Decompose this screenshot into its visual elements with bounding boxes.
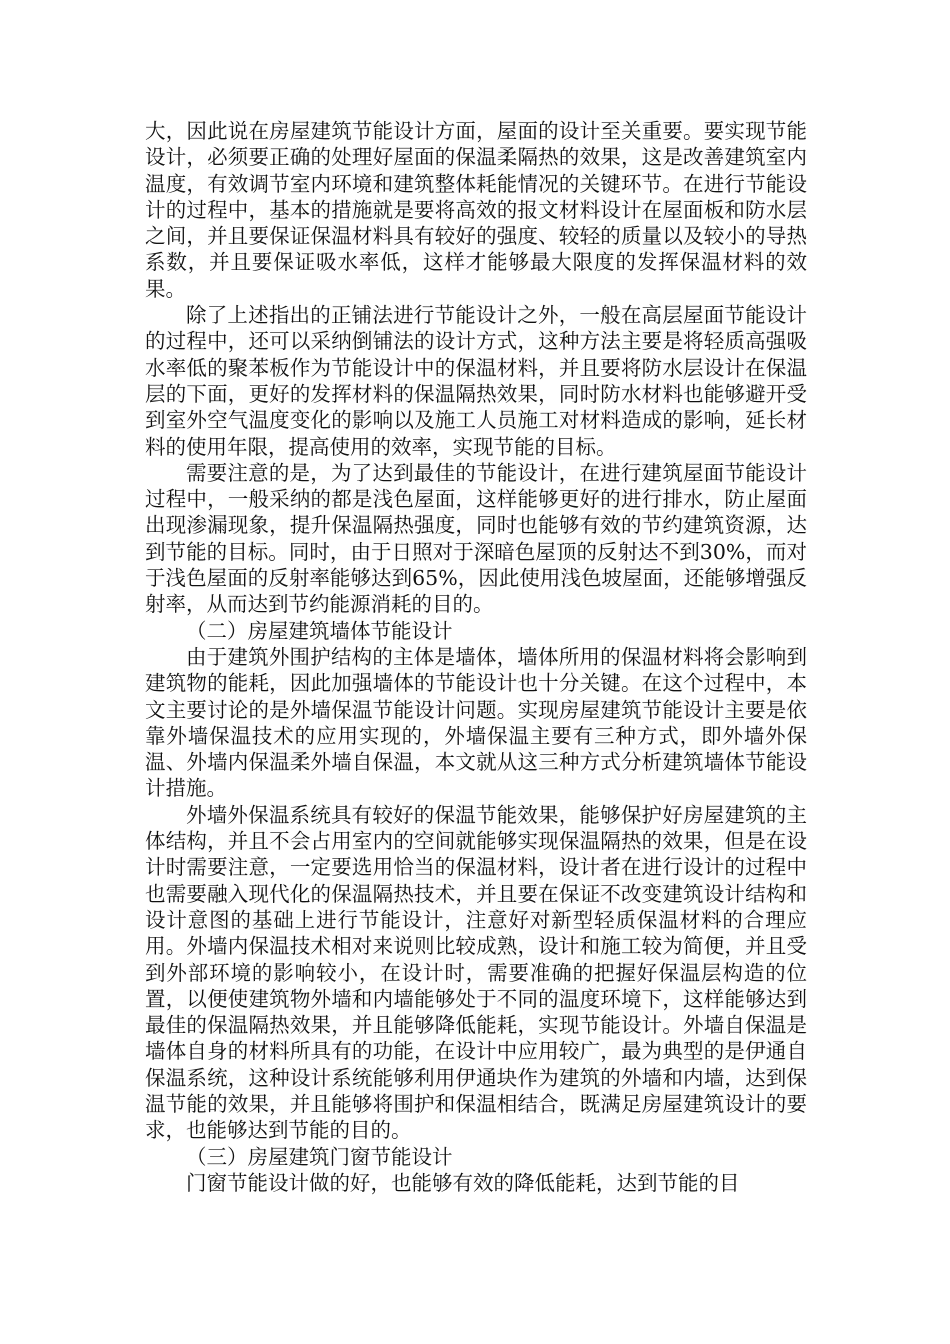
paragraph-door-window-intro: 门窗节能设计做的好，也能够有效的降低能耗，达到节能的目 xyxy=(186,1170,740,1195)
paragraph-light-color-roof: 需要注意的是，为了达到最佳的节能设计，在进行建筑屋面节能设计过程中，一般采纳的都是浅色屋面，这样能够更好的进行排水，防止屋面出现渗漏现象，提升保温隔热强度，同时也能够有效的节约建筑资源，达到节能的目标。同时，由于日照对于深暗色屋顶的反射达不到30%，而对于浅色屋面的反射率能够达到65%，因此使用浅色坡屋面，还能够增强反射率，从而达到节约能源消耗的目的。 xyxy=(145,460,807,617)
section-heading-door-window-design: （三）房屋建筑门窗节能设计 xyxy=(186,1144,453,1169)
section-heading-wall-design: （二）房屋建筑墙体节能设计 xyxy=(186,618,453,643)
paragraph-wall-insulation-intro: 由于建筑外围护结构的主体是墙体，墙体所用的保温材料将会影响到建筑物的能耗，因此加强墙体的节能设计也十分关键。在这个过程中，本文主要讨论的是外墙保温节能设计问题。实现房屋建筑节能设计主要是依靠外墙保温技术的应用实现的，外墙保温主要有三种方式，即外墙外保温、外墙内保温柔外墙自保温，本文就从这三种方式分析建筑墙体节能设计措施。 xyxy=(145,644,807,801)
paragraph-roof-design-continued: 大，因此说在房屋建筑节能设计方面，屋面的设计至关重要。要实现节能设计，必须要正确的处理好屋面的保温柔隔热的效果，这是改善建筑室内温度，有效调节室内环境和建筑整体耗能情况的关键环节。在进行节能设计的过程中，基本的措施就是要将高效的报文材料设计在屋面板和防水层之间，并且要保证保温材料具有较好的强度、较轻的质量以及较小的导热系数，并且要保证吸水率低，这样才能够最大限度的发挥保温材料的效果。 xyxy=(145,119,807,301)
body-text xyxy=(145,118,807,1196)
paragraph-wall-insulation-methods: 外墙外保温系统具有较好的保温节能效果，能够保护好房屋建筑的主体结构，并且不会占用室内的空间就能够实现保温隔热的效果，但是在设计时需要注意，一定要选用恰当的保温材料，设计者在进行设计的过程中也需要融入现代化的保温隔热技术，并且要在保证不改变建筑设计结构和设计意图的基础上进行节能设计，注意好对新型轻质保温材料的合理应用。外墙内保温技术相对来说则比较成熟，设计和施工较为简便，并且受到外部环境的影响较小，在设计时，需要准确的把握好保温层构造的位置，以便使建筑物外墙和内墙能够处于不同的温度环境下，这样能够达到最佳的保温隔热效果，并且能够降低能耗，实现节能设计。外墙自保温是墙体自身的材料所具有的功能，在设计中应用较广，最为典型的是伊通自保温系统，这种设计系统能够利用伊通块作为建筑的外墙和内墙，达到保温节能的效果，并且能够将围护和保温相结合，既满足房屋建筑设计的要求，也能够达到节能的目的。 xyxy=(145,802,807,1143)
paragraph-inverted-roof-method: 除了上述指出的正铺法进行节能设计之外，一般在高层屋面节能设计的过程中，还可以采纳倒铺法的设计方式，这种方法主要是将轻质高强吸水率低的聚苯板作为节能设计中的保温材料，并且要将防水层设计在保温层的下面，更好的发挥材料的保温隔热效果，同时防水材料也能够避开受到室外空气温度变化的影响以及施工人员施工对材料造成的影响，延长材料的使用年限，提高使用的效率，实现节能的目标。 xyxy=(145,303,807,459)
